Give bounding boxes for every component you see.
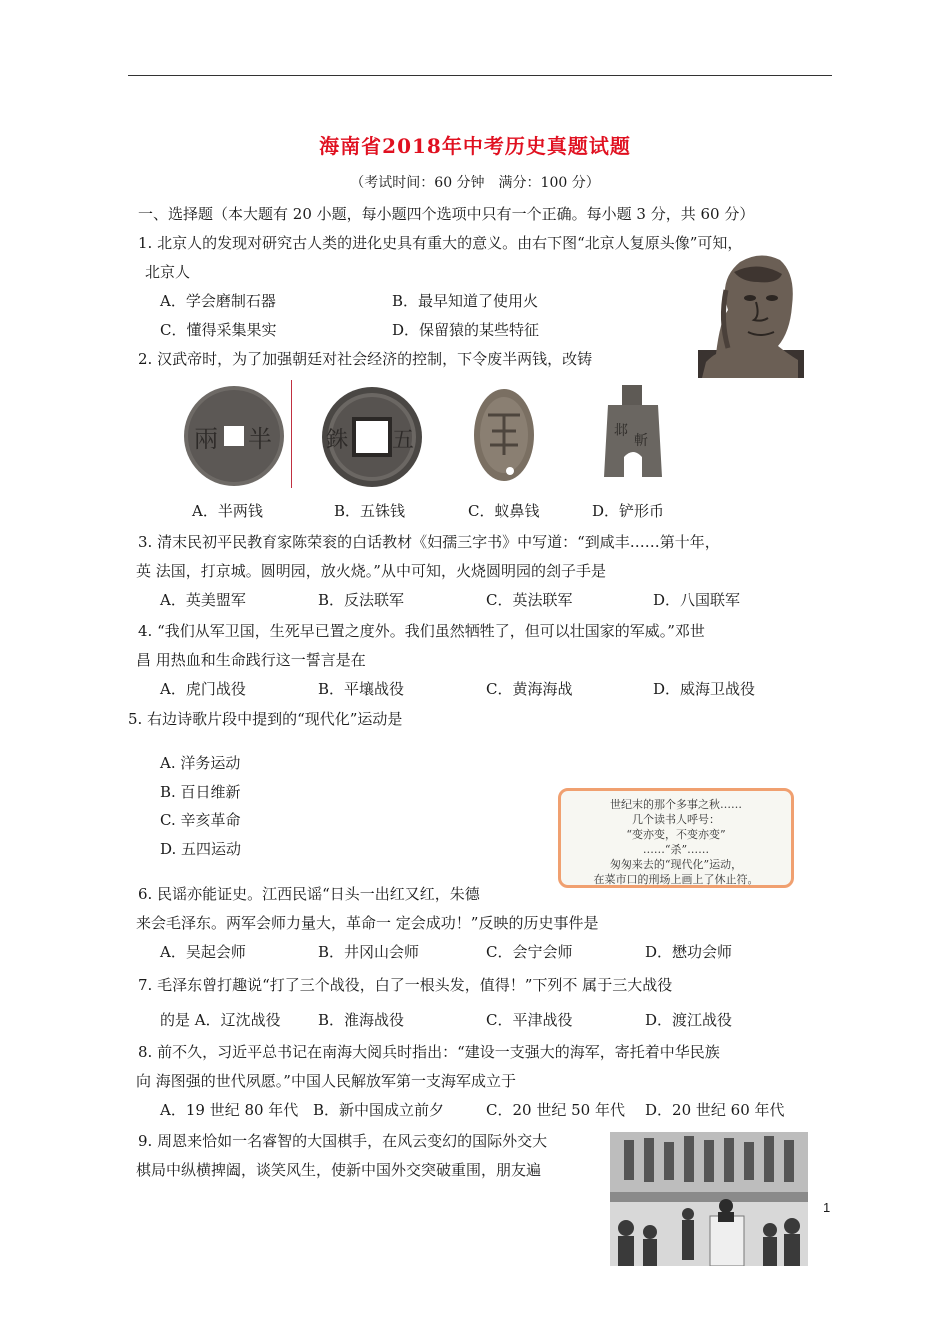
q5-stem: 5. 右边诗歌片段中提到的“现代化”运动是 bbox=[128, 710, 403, 728]
q4-stem-line1: 4. “我们从军卫国，生死早已置之度外。我们虽然牺牲了，但可以壮国家的军威。”邓世 bbox=[138, 622, 705, 640]
peking-man-bust-image bbox=[698, 250, 804, 378]
q2-option-a: A．半两钱 bbox=[192, 502, 263, 520]
q7-stem-line2-option-a: 的是 A．辽沈战役 bbox=[160, 1011, 281, 1029]
yibi-coin-image bbox=[470, 385, 538, 485]
q5-option-a: A. 洋务运动 bbox=[160, 754, 241, 772]
q1-option-d: D．保留猿的某些特征 bbox=[392, 321, 540, 339]
poem-line-4: ……“杀”…… bbox=[642, 843, 710, 856]
q7-option-b: B．淮海战役 bbox=[318, 1011, 405, 1029]
q8-stem-line2: 向 海图强的世代夙愿。”中国人民解放军第一支海军成立于 bbox=[136, 1072, 516, 1090]
q6-stem-line2: 来会毛泽东。两军会师力量大，革命一 定会成功！”反映的历史事件是 bbox=[136, 914, 599, 932]
q3-option-c: C．英法联军 bbox=[486, 591, 573, 609]
spade-coin-image bbox=[598, 385, 668, 481]
q7-option-c: C．平津战役 bbox=[486, 1011, 573, 1029]
q4-stem-line2: 昌 用热血和生命践行这一誓言是在 bbox=[136, 651, 366, 669]
poem-line-3: “变亦变，不变亦变” bbox=[626, 828, 726, 841]
q6-option-d: D．懋功会师 bbox=[645, 943, 733, 961]
svg-text:兩: 兩 bbox=[194, 425, 218, 453]
q5-option-b: B. 百日维新 bbox=[160, 783, 241, 801]
banliang-coin-image bbox=[180, 385, 288, 487]
poem-line-6: 在菜市口的刑场上画上了休止符。 bbox=[593, 873, 759, 886]
q7-stem-line1: 7. 毛泽东曾打趣说“打了三个战役，白了一根头发，值得！”下列不 属于三大战役 bbox=[138, 976, 673, 994]
poem-line-2: 几个读书人呼号： bbox=[632, 813, 720, 826]
q4-option-c: C．黄海海战 bbox=[486, 680, 573, 698]
poem-excerpt-box bbox=[558, 788, 794, 888]
q4-option-a: A．虎门战役 bbox=[160, 680, 246, 698]
page-title: 海南省2018年中考历史真题试题 bbox=[319, 134, 631, 158]
q8-stem-line1: 8. 前不久，习近平总书记在南海大阅兵时指出：“建设一支强大的海军，寄托着中华民族 bbox=[138, 1043, 720, 1061]
q3-option-b: B．反法联军 bbox=[318, 591, 405, 609]
q1-option-a: A．学会磨制石器 bbox=[160, 292, 276, 310]
header-rule bbox=[128, 75, 832, 76]
wuzhu-coin-image bbox=[318, 385, 426, 489]
q8-option-c: C．20 世纪 50 年代 bbox=[486, 1101, 625, 1119]
q9-stem-line2: 棋局中纵横捭阖，谈笑风生，使新中国外交突破重围，朋友遍 bbox=[136, 1161, 542, 1179]
q2-option-b: B．五铢钱 bbox=[334, 502, 406, 520]
q3-stem-line2: 英 法国，打京城。圆明园，放火烧。”从中可知，火烧圆明园的刽子手是 bbox=[136, 562, 606, 580]
section-heading: 一、选择题（本大题有 20 小题，每小题四个选项中只有一个正确。每小题 3 分，共 60 分） bbox=[138, 205, 755, 223]
q6-option-b: B．井冈山会师 bbox=[318, 943, 420, 961]
coin-divider bbox=[291, 380, 292, 488]
poem-line-1: 世纪末的那个多事之秋…… bbox=[610, 798, 742, 811]
q4-option-b: B．平壤战役 bbox=[318, 680, 405, 698]
q6-option-c: C．会宁会师 bbox=[486, 943, 573, 961]
q4-option-d: D．威海卫战役 bbox=[653, 680, 756, 698]
svg-text:銖: 銖 bbox=[326, 428, 349, 453]
q8-option-d: D．20 世纪 60 年代 bbox=[645, 1101, 785, 1119]
svg-text:斬: 斬 bbox=[634, 433, 648, 449]
q1-stem-line1: 1. 北京人的发现对研究古人类的进化史具有重大的意义。由右下图“北京人复原头像”可知， bbox=[138, 234, 743, 252]
q9-stem-line1: 9. 周恩来恰如一名睿智的大国棋手，在风云变幻的国际外交大 bbox=[138, 1132, 548, 1150]
zhou-enlai-conference-photo bbox=[610, 1132, 808, 1266]
svg-text:五: 五 bbox=[392, 428, 415, 453]
q8-option-a: A．19 世纪 80 年代 bbox=[160, 1101, 299, 1119]
q1-option-c: C．懂得采集果实 bbox=[160, 321, 277, 339]
q2-option-d: D．铲形币 bbox=[592, 502, 665, 520]
svg-text:邶: 邶 bbox=[614, 423, 628, 439]
svg-text:半: 半 bbox=[248, 425, 272, 453]
q2-stem: 2. 汉武帝时，为了加强朝廷对社会经济的控制，下令废半两钱，改铸 bbox=[138, 350, 593, 368]
q3-stem-line1: 3. 清末民初平民教育家陈荣衮的白话教材《妇孺三字书》中写道：“到咸丰……第十年， bbox=[138, 533, 720, 551]
exam-info: （考试时间：60 分钟 满分：100 分） bbox=[350, 175, 600, 191]
q7-option-d: D．渡江战役 bbox=[645, 1011, 733, 1029]
q6-option-a: A．吴起会师 bbox=[160, 943, 246, 961]
q2-option-c: C．蚁鼻钱 bbox=[468, 502, 540, 520]
q5-option-c: C. 辛亥革命 bbox=[160, 811, 241, 829]
q3-option-a: A．英美盟军 bbox=[160, 591, 246, 609]
q5-option-d: D. 五四运动 bbox=[160, 840, 242, 858]
q8-option-b: B．新中国成立前夕 bbox=[313, 1101, 445, 1119]
page-number: 1 bbox=[823, 1200, 831, 1215]
q3-option-d: D．八国联军 bbox=[653, 591, 741, 609]
q1-option-b: B．最早知道了使用火 bbox=[392, 292, 539, 310]
q6-stem-line1: 6. 民谣亦能证史。江西民谣“日头一出红又红，朱德 bbox=[138, 885, 480, 903]
q1-stem-line2: 北京人 bbox=[145, 263, 191, 281]
poem-line-5: 匆匆来去的“现代化”运动， bbox=[609, 858, 743, 871]
